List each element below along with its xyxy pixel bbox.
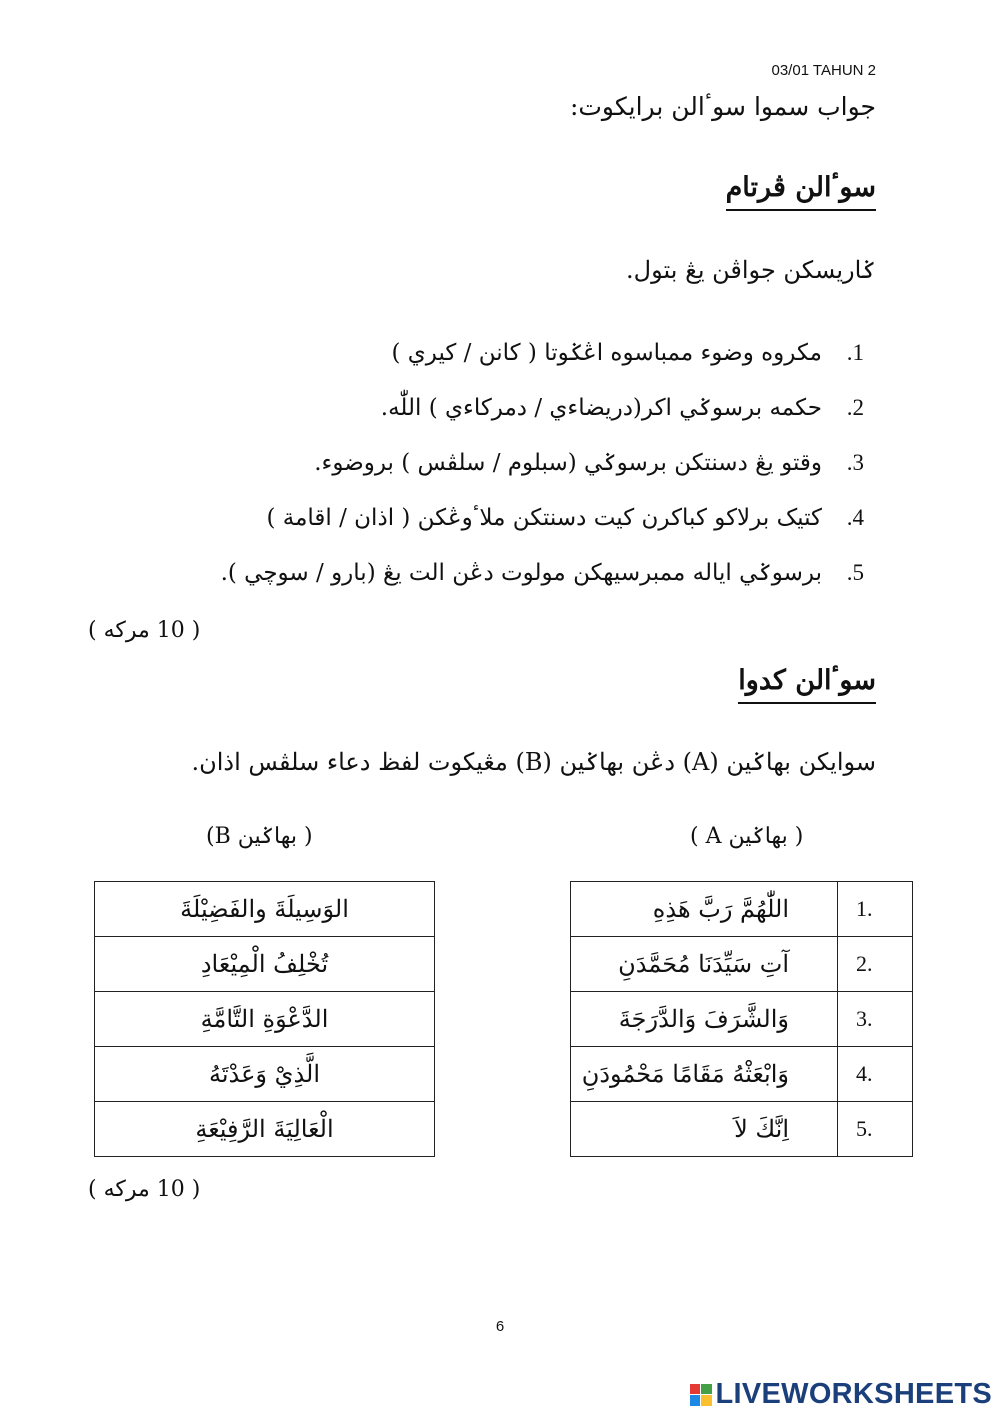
question-1 <box>392 340 865 366</box>
row-number: 4. <box>838 1047 913 1102</box>
brand-logo[interactable] <box>690 1378 993 1411</box>
section-1-marks: ( 10 مرکه ) <box>88 618 201 643</box>
table-row <box>571 882 913 937</box>
question-number: 1. <box>846 340 864 365</box>
section-1-instruction: ݢاريسکن جواڤن يڠ بتول. <box>626 256 876 284</box>
question-number: 3. <box>846 450 864 475</box>
part-a-table <box>570 881 913 1157</box>
question-2 <box>381 395 864 421</box>
table-row <box>571 1047 913 1102</box>
part-b-cell[interactable]: الْعَالِيَةَ الرَّفِيْعَةِ <box>95 1102 435 1157</box>
table-row <box>571 992 913 1047</box>
question-5 <box>221 560 864 586</box>
part-a-cell[interactable]: وَالشَّرَفَ وَالدَّرَجَةَ <box>571 992 838 1047</box>
row-number: 1. <box>838 882 913 937</box>
question-text: کتيک برلاکو کباکرن کيت دسنتکن ملاٴوڠکن ( اذان / اقامة ) <box>266 505 822 531</box>
part-b-cell[interactable]: الَّذِيْ وَعَدْتَهُ <box>95 1047 435 1102</box>
question-text: برسوݢي اياله ممبرسيهکن مولوت دڠن الت يڠ (بارو / سوچي ). <box>220 560 822 586</box>
question-text: حکمه برسوݢي اکر(دريضاءي / دمرکاءي ) اللّٰه. <box>380 395 822 421</box>
row-number: 5. <box>838 1102 913 1157</box>
table-row <box>95 882 435 937</box>
part-b-cell[interactable]: تُخْلِفُ الْمِيْعَادِ <box>95 937 435 992</box>
part-b-cell[interactable]: الدَّعْوَةِ التَّامَّةِ <box>95 992 435 1047</box>
question-number: 4. <box>846 505 864 530</box>
part-b-table <box>94 881 435 1157</box>
section-2-title: سوٴالن کدوا <box>738 665 876 704</box>
table-row <box>571 937 913 992</box>
part-a-cell[interactable]: اِنَّكَ لاَ <box>571 1102 838 1157</box>
page-number: 6 <box>495 1318 505 1335</box>
section-2-instruction: سوايکن بهاݢين (A) دڠن بهاݢين (B) مڠيکوت لفظ دعاء سلڤس اذان. <box>191 748 876 776</box>
row-number: 2. <box>838 937 913 992</box>
part-b-cell[interactable]: الوَسِيلَةَ والفَضِيْلَةَ <box>95 882 435 937</box>
section-2-marks: ( 10 مرکه ) <box>88 1177 201 1202</box>
question-text: وقتو يڠ دسنتکن برسوݢي (سبلوم / سلڤس ) بروضوء. <box>314 450 822 476</box>
question-text: مکروه وضوء ممباسوه اڠݢوتا ( کانن / کيري ) <box>391 340 822 366</box>
part-a-cell[interactable]: وَابْعَثْهُ مَقَامًا مَحْمُودَنِ <box>571 1047 838 1102</box>
question-number: 5. <box>846 560 864 585</box>
question-3 <box>314 450 864 476</box>
worksheet-code: 03/01 TAHUN 2 <box>771 62 876 79</box>
question-4 <box>266 505 864 531</box>
section-1-title: سوٴالن ڤرتام <box>726 172 876 211</box>
table-row <box>95 1102 435 1157</box>
row-number: 3. <box>838 992 913 1047</box>
question-number: 2. <box>846 395 864 420</box>
part-a-cell[interactable]: آتِ سَيِّدَنَا مُحَمَّدَنِ <box>571 937 838 992</box>
table-row <box>95 992 435 1047</box>
part-a-cell[interactable]: اللّٰهُمَّ رَبَّ هَذِهِ <box>571 882 838 937</box>
part-a-heading: ( بهاݢين A ) <box>690 824 804 849</box>
brand-name: LIVEWORKSHEETS <box>715 1378 992 1410</box>
table-row <box>95 1047 435 1102</box>
main-instruction: جواب سموا سوٴالن برايکوت: <box>569 92 876 121</box>
part-b-heading: ( بهاݢين B) <box>206 824 313 849</box>
table-row <box>95 937 435 992</box>
table-row <box>571 1102 913 1157</box>
liveworksheets-icon <box>690 1384 712 1406</box>
